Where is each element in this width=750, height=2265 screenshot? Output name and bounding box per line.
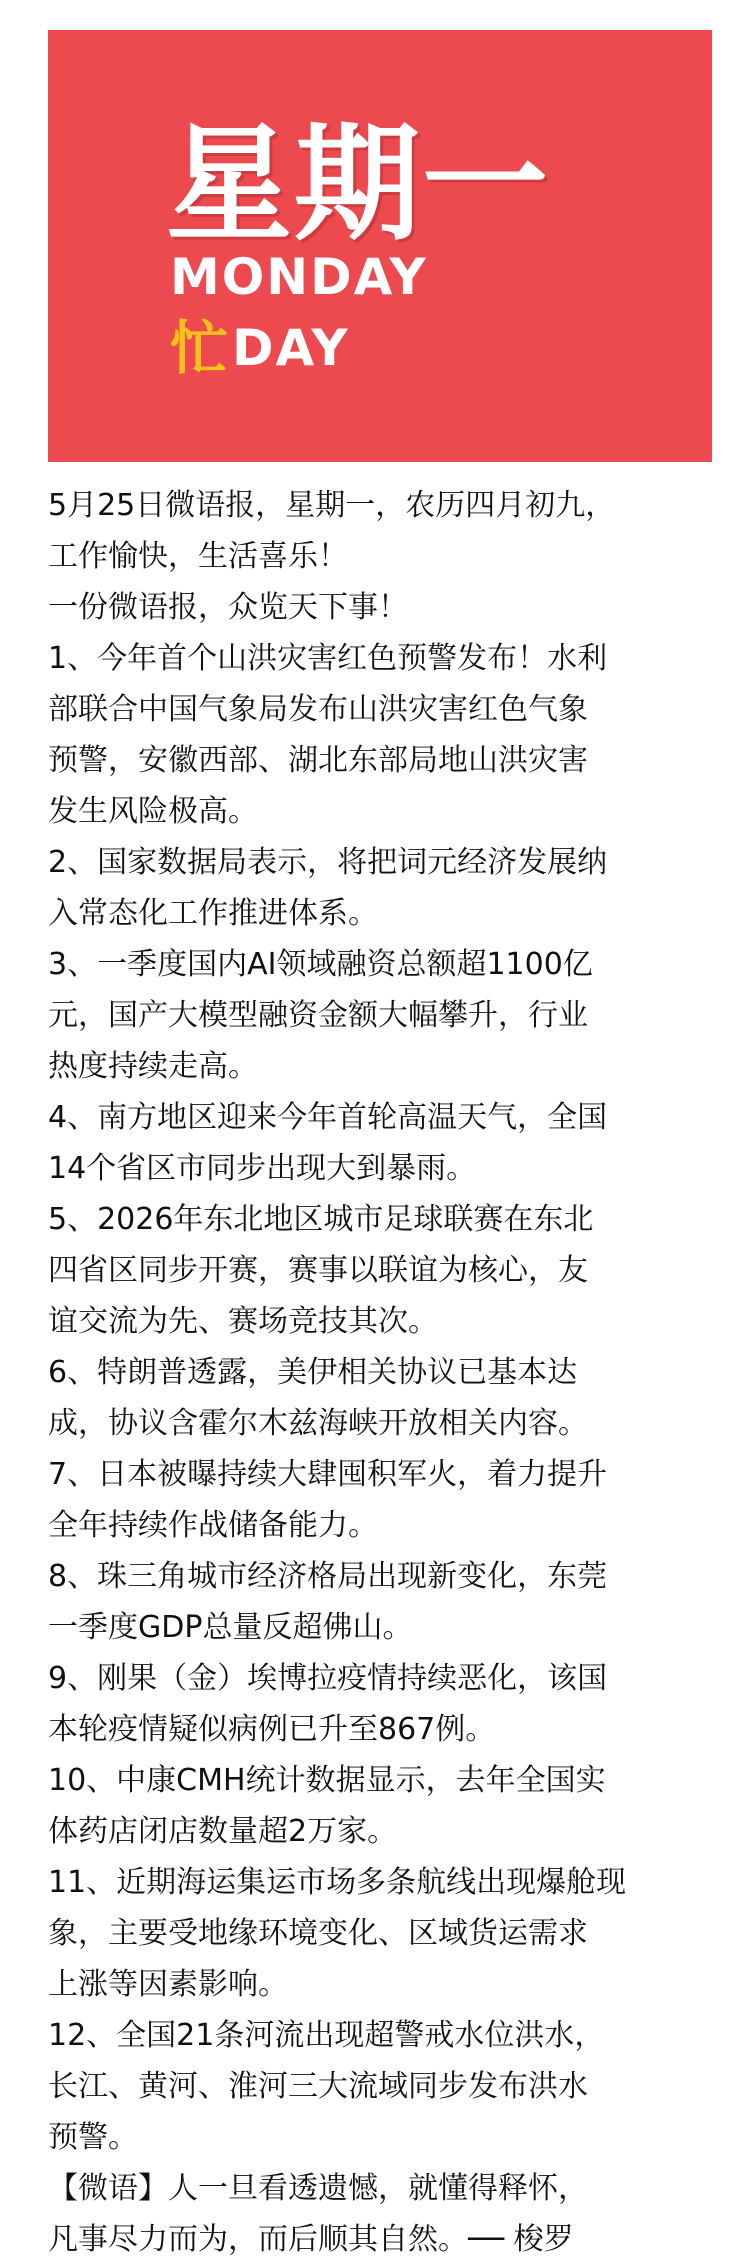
text-line: 成，协议含霍尔木兹海峡开放相关内容。 xyxy=(48,1406,588,1441)
text-line: 10、中康CMH统计数据显示，去年全国实 xyxy=(48,1763,606,1798)
text-line: 1、今年首个山洪灾害红色预警发布！水利 xyxy=(48,641,608,676)
banner-day-text: DAY xyxy=(232,319,350,377)
text-line: 谊交流为先、赛场竞技其次。 xyxy=(48,1304,438,1339)
article-text xyxy=(48,480,714,2265)
text-line: 象，主要受地缘环境变化、区域货运需求 xyxy=(48,1916,588,1951)
text-line: 工作愉快，生活喜乐！ xyxy=(48,539,348,574)
text-line: 7、日本被曝持续大肆囤积军火，着力提升 xyxy=(48,1457,608,1492)
banner-busy-char: 忙 xyxy=(170,314,229,382)
text-line: 元，国产大模型融资金额大幅攀升，行业 xyxy=(48,998,588,1033)
text-line: 4、南方地区迎来今年首轮高温天气，全国 xyxy=(48,1100,608,1135)
banner-title: 星期一 xyxy=(166,111,550,258)
text-line: 发生风险极高。 xyxy=(48,794,258,829)
text-line: 8、珠三角城市经济格局出现新变化，东莞 xyxy=(48,1559,608,1594)
banner-busy-day-row xyxy=(170,308,350,388)
text-line: 6、特朗普透露，美伊相关协议已基本达 xyxy=(48,1355,578,1390)
text-line: 上涨等因素影响。 xyxy=(48,1967,288,2002)
text-line: 11、近期海运集运市场多条航线出现爆舱现 xyxy=(48,1865,627,1900)
text-line: 本轮疫情疑似病例已升至867例。 xyxy=(48,1712,496,1747)
text-line: 5、2026年东北地区城市足球联赛在东北 xyxy=(48,1202,594,1237)
text-line: 5月25日微语报，星期一，农历四月初九， xyxy=(48,488,616,523)
text-line: 一份微语报，众览天下事！ xyxy=(48,590,408,625)
text-line: 3、一季度国内AI领域融资总额超1100亿 xyxy=(48,947,593,982)
text-line: 长江、黄河、淮河三大流域同步发布洪水 xyxy=(48,2069,588,2104)
text-line: 部联合中国气象局发布山洪灾害红色气象 xyxy=(48,692,588,727)
monday-banner-image xyxy=(48,30,712,462)
text-line: 2、国家数据局表示，将把词元经济发展纳 xyxy=(48,845,608,880)
text-line: 热度持续走高。 xyxy=(48,1049,258,1084)
banner-monday-text: MONDAY xyxy=(170,248,428,306)
text-line: 预警。 xyxy=(48,2120,138,2155)
text-line: 体药店闭店数量超2万家。 xyxy=(48,1814,398,1849)
text-line: 9、刚果（金）埃博拉疫情持续恶化，该国 xyxy=(48,1661,608,1696)
text-line: 12、全国21条河流出现超警戒水位洪水， xyxy=(48,2018,605,2053)
text-line: 凡事尽力而为，而后顺其自然。── 梭罗 xyxy=(48,2222,574,2257)
text-line: 四省区同步开赛，赛事以联谊为核心，友 xyxy=(48,1253,588,1288)
text-line: 预警，安徽西部、湖北东部局地山洪灾害 xyxy=(48,743,588,778)
text-line: 一季度GDP总量反超佛山。 xyxy=(48,1610,413,1645)
text-line: 全年持续作战储备能力。 xyxy=(48,1508,378,1543)
text-line: 14个省区市同步出现大到暴雨。 xyxy=(48,1151,477,1186)
text-line: 入常态化工作推进体系。 xyxy=(48,896,378,931)
text-line: 【微语】人一旦看透遗憾，就懂得释怀， xyxy=(48,2171,588,2206)
